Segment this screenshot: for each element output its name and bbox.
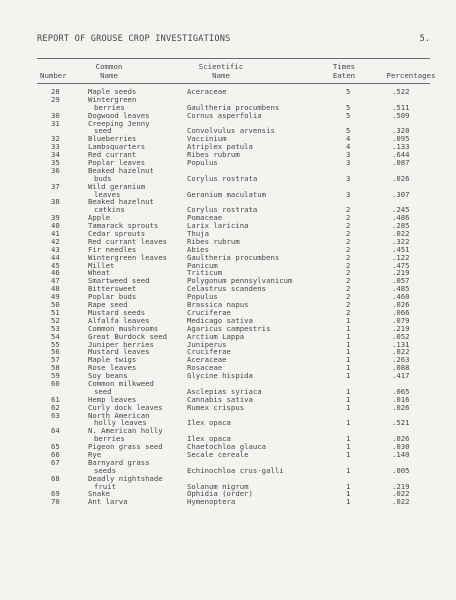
- row-number: 44: [51, 252, 60, 262]
- times-eaten-cell: 3: [346, 173, 351, 183]
- row-number: 54: [51, 331, 60, 341]
- scientific-name-cell: Ilex opaca: [187, 418, 231, 428]
- common-name-cell: fruit: [94, 481, 116, 491]
- times-eaten-cell: 2: [346, 292, 351, 302]
- row-number: 52: [51, 315, 60, 325]
- row-number: 67: [51, 457, 60, 467]
- times-eaten-cell: 2: [346, 213, 351, 223]
- common-name-cell: Hemp leaves: [88, 394, 137, 404]
- percentage-cell: .219: [392, 481, 410, 491]
- times-eaten-cell: 1: [346, 347, 351, 357]
- percentage-cell: .131: [392, 339, 410, 349]
- scientific-name-cell: Cruciferae: [187, 347, 231, 357]
- common-name-cell: catkins: [94, 205, 125, 215]
- times-eaten-cell: 2: [346, 205, 351, 215]
- times-eaten-cell: 1: [346, 315, 351, 325]
- scientific-name-cell: Chaetochloa glauca: [187, 442, 267, 452]
- row-number: 61: [51, 394, 60, 404]
- common-name-cell: buds: [94, 173, 112, 183]
- percentage-cell: .460: [392, 292, 410, 302]
- times-eaten-cell: 2: [346, 244, 351, 254]
- row-number: 35: [51, 158, 60, 168]
- times-eaten-cell: 4: [346, 142, 351, 152]
- scientific-name-cell: Agaricus campestris: [187, 323, 271, 333]
- row-number: 59: [51, 371, 60, 381]
- common-name-cell: Dogwood leaves: [88, 110, 150, 120]
- row-number: 29: [51, 94, 60, 104]
- common-name-cell: Mustard seeds: [88, 307, 146, 317]
- common-name-cell: Wild geranium: [88, 181, 146, 191]
- percentage-cell: .263: [392, 355, 410, 365]
- scientific-name-cell: Secale cereale: [187, 449, 249, 459]
- scientific-name-cell: Medicago sativa: [187, 315, 253, 325]
- row-number: 49: [51, 292, 60, 302]
- row-number: 51: [51, 307, 60, 317]
- percentage-cell: .219: [392, 323, 410, 333]
- scientific-name-cell: Echinochloa crus-galli: [187, 465, 284, 475]
- percentage-cell: .026: [392, 402, 410, 412]
- times-eaten-cell: 2: [346, 221, 351, 231]
- row-number: 30: [51, 110, 60, 120]
- scientific-name-cell: Ribes rubrum: [187, 236, 240, 246]
- common-name-cell: Rose leaves: [88, 363, 137, 373]
- scientific-name-cell: Celastrus scandens: [187, 284, 267, 294]
- times-eaten-cell: 1: [346, 434, 351, 444]
- percentage-cell: .451: [392, 244, 410, 254]
- common-name-cell: Wintergreen leaves: [88, 252, 168, 262]
- percentage-cell: .122: [392, 252, 410, 262]
- percentage-cell: .521: [392, 418, 410, 428]
- times-eaten-cell: 1: [346, 394, 351, 404]
- scientific-name-cell: Polygonum pennsylvanicum: [187, 276, 293, 286]
- row-number: 48: [51, 284, 60, 294]
- common-name-cell: Common mushrooms: [88, 323, 159, 333]
- scientific-name-cell: Corylus rostrata: [187, 173, 258, 183]
- common-name-cell: Red currant: [88, 150, 137, 160]
- scientific-name-cell: Rosaceae: [187, 363, 223, 373]
- common-name-cell: Alfalfa leaves: [88, 315, 150, 325]
- times-eaten-cell: 1: [346, 363, 351, 373]
- common-name-cell: Mustard leaves: [88, 347, 150, 357]
- times-eaten-cell: 1: [346, 355, 351, 365]
- scientific-name-cell: Populus: [187, 292, 218, 302]
- percentage-cell: .087: [392, 158, 410, 168]
- row-number: 66: [51, 449, 60, 459]
- percentage-cell: .307: [392, 189, 410, 199]
- scientific-name-cell: Juniperus: [187, 339, 227, 349]
- row-number: 33: [51, 142, 60, 152]
- times-eaten-cell: 2: [346, 229, 351, 239]
- row-number: 39: [51, 213, 60, 223]
- scientific-name-cell: Cannabis sativa: [187, 394, 253, 404]
- scientific-name-cell: Glycine hispida: [187, 371, 253, 381]
- common-name-cell: Curly dock leaves: [88, 402, 163, 412]
- times-eaten-cell: 5: [346, 102, 351, 112]
- times-eaten-cell: 2: [346, 252, 351, 262]
- column-header-number: Number: [40, 71, 67, 80]
- table-body: [37, 84, 430, 506]
- times-eaten-cell: 1: [346, 449, 351, 459]
- common-name-cell: Wheat: [88, 268, 110, 278]
- percentage-cell: .079: [392, 315, 410, 325]
- percentage-cell: .133: [392, 142, 410, 152]
- scientific-name-cell: Gaultheria procumbens: [187, 252, 280, 262]
- times-eaten-cell: 1: [346, 481, 351, 491]
- times-eaten-cell: 1: [346, 339, 351, 349]
- row-number: 38: [51, 197, 60, 207]
- column-header-percentages: Percentages: [386, 71, 436, 80]
- percentage-cell: .522: [392, 87, 410, 96]
- row-number: 28: [51, 87, 60, 96]
- percentage-cell: .322: [392, 236, 410, 246]
- times-eaten-cell: 1: [346, 418, 351, 428]
- row-number: 56: [51, 347, 60, 357]
- row-number: 46: [51, 268, 60, 278]
- row-number: 53: [51, 323, 60, 333]
- times-eaten-cell: 3: [346, 158, 351, 168]
- common-name-cell: holly leaves: [94, 418, 147, 428]
- common-name-cell: seed: [94, 386, 112, 396]
- row-number: 40: [51, 221, 60, 231]
- common-name-cell: Pigeon grass seed: [88, 442, 163, 452]
- row-number: 69: [51, 489, 60, 499]
- common-name-cell: Maple twigs: [88, 355, 137, 365]
- percentage-cell: .052: [392, 331, 410, 341]
- column-header-scientific-name: Scientific Name: [198, 62, 244, 80]
- common-name-cell: Bittersweet: [88, 284, 137, 294]
- times-eaten-cell: 3: [346, 189, 351, 199]
- times-eaten-cell: 1: [346, 386, 351, 396]
- scientific-name-cell: Convolvulus arvensis: [187, 126, 275, 136]
- scientific-name-cell: Populus: [187, 158, 218, 168]
- scientific-name-cell: Atriplex patula: [187, 142, 253, 152]
- percentage-cell: .030: [392, 442, 410, 452]
- percentage-cell: .066: [392, 307, 410, 317]
- scientific-name-cell: Larix laricina: [187, 221, 249, 231]
- common-name-cell: Snake: [88, 489, 110, 499]
- scientific-name-cell: Cruciferae: [187, 307, 231, 317]
- scientific-name-cell: Cornus asperfolia: [187, 110, 262, 120]
- scientific-name-cell: Ribes rubrum: [187, 150, 240, 160]
- times-eaten-cell: 3: [346, 150, 351, 160]
- times-eaten-cell: 5: [346, 126, 351, 136]
- times-eaten-cell: 5: [346, 87, 351, 96]
- common-name-cell: Wintergreen: [88, 94, 137, 104]
- row-number: 31: [51, 118, 60, 128]
- row-number: 68: [51, 473, 60, 483]
- scientific-name-cell: Rumex crispus: [187, 402, 245, 412]
- times-eaten-cell: 2: [346, 276, 351, 286]
- common-name-cell: berries: [94, 102, 125, 112]
- column-header-common-name: Common Name: [95, 62, 123, 80]
- row-number: 57: [51, 355, 60, 365]
- common-name-cell: Creeping Jenny: [88, 118, 150, 128]
- scientific-name-cell: Pomaceae: [187, 213, 223, 223]
- row-number: 55: [51, 339, 60, 349]
- common-name-cell: seed: [94, 126, 112, 136]
- row-number: 43: [51, 244, 60, 254]
- row-number: 41: [51, 229, 60, 239]
- row-number: 36: [51, 165, 60, 175]
- percentage-cell: .475: [392, 260, 410, 270]
- scientific-name-cell: Ilex opaca: [187, 434, 231, 444]
- times-eaten-cell: 2: [346, 300, 351, 310]
- times-eaten-cell: 1: [346, 489, 351, 499]
- times-eaten-cell: 1: [346, 497, 351, 507]
- times-eaten-cell: 1: [346, 331, 351, 341]
- row-number: 32: [51, 134, 60, 144]
- common-name-cell: Maple seeds: [88, 87, 137, 96]
- times-eaten-cell: 2: [346, 236, 351, 246]
- percentage-cell: .005: [392, 465, 410, 475]
- common-name-cell: Lambsquarters: [88, 142, 146, 152]
- scientific-name-cell: Ophidia (order): [187, 489, 253, 499]
- common-name-cell: N. American holly: [88, 426, 163, 436]
- scientific-name-cell: Arctium Lappa: [187, 331, 245, 341]
- percentage-cell: .511: [392, 102, 410, 112]
- percentage-cell: .245: [392, 205, 410, 215]
- percentage-cell: .065: [392, 386, 410, 396]
- common-name-cell: Rape seed: [88, 300, 128, 310]
- percentage-cell: .285: [392, 221, 410, 231]
- percentage-cell: .095: [392, 134, 410, 144]
- common-name-cell: leaves: [94, 189, 121, 199]
- times-eaten-cell: 5: [346, 110, 351, 120]
- percentage-cell: .644: [392, 150, 410, 160]
- times-eaten-cell: 2: [346, 307, 351, 317]
- percentage-cell: .022: [392, 229, 410, 239]
- row-number: 64: [51, 426, 60, 436]
- common-name-cell: Beaked hazelnut: [88, 165, 154, 175]
- common-name-cell: Deadly nightshade: [88, 473, 163, 483]
- common-name-cell: berries: [94, 434, 125, 444]
- times-eaten-cell: 1: [346, 371, 351, 381]
- row-number: 42: [51, 236, 60, 246]
- scientific-name-cell: Aceraceae: [187, 87, 227, 96]
- row-number: 62: [51, 402, 60, 412]
- times-eaten-cell: 1: [346, 465, 351, 475]
- common-name-cell: seeds: [94, 465, 116, 475]
- scientific-name-cell: Aceraceae: [187, 355, 227, 365]
- percentage-cell: .486: [392, 213, 410, 223]
- percentage-cell: .026: [392, 173, 410, 183]
- common-name-cell: Fir needles: [88, 244, 137, 254]
- row-number: 60: [51, 378, 60, 388]
- page-header: [37, 34, 430, 46]
- percentage-cell: .088: [392, 363, 410, 373]
- row-number: 45: [51, 260, 60, 270]
- percentage-cell: .057: [392, 276, 410, 286]
- times-eaten-cell: 2: [346, 284, 351, 294]
- percentage-cell: .022: [392, 347, 410, 357]
- common-name-cell: Smartweed seed: [88, 276, 150, 286]
- row-number: 65: [51, 442, 60, 452]
- scientific-name-cell: Asclepias syriaca: [187, 386, 262, 396]
- row-number: 70: [51, 497, 60, 507]
- percentage-cell: .219: [392, 268, 410, 278]
- table-row: [37, 498, 430, 506]
- common-name-cell: Tamarack sprouts: [88, 221, 159, 231]
- table-header-row: [37, 59, 436, 83]
- common-name-cell: Millet: [88, 260, 115, 270]
- row-number: 50: [51, 300, 60, 310]
- scientific-name-cell: Abies: [187, 244, 209, 254]
- common-name-cell: Blueberries: [88, 134, 137, 144]
- scientific-name-cell: Vaccinium: [187, 134, 227, 144]
- common-name-cell: Apple: [88, 213, 110, 223]
- percentage-cell: .016: [392, 394, 410, 404]
- times-eaten-cell: 2: [346, 260, 351, 270]
- page-number: 5.: [419, 34, 430, 44]
- times-eaten-cell: 1: [346, 323, 351, 333]
- times-eaten-cell: 1: [346, 402, 351, 412]
- column-header-times-eaten: Times Eaten: [332, 62, 356, 80]
- common-name-cell: Rye: [88, 449, 102, 459]
- times-eaten-cell: 2: [346, 268, 351, 278]
- percentage-cell: .485: [392, 284, 410, 294]
- common-name-cell: Barnyard grass: [88, 457, 150, 467]
- percentage-cell: .509: [392, 110, 410, 120]
- percentage-cell: .320: [392, 126, 410, 136]
- common-name-cell: Soy beans: [88, 371, 128, 381]
- row-number: 58: [51, 363, 60, 373]
- percentage-cell: .140: [392, 449, 410, 459]
- percentage-cell: .417: [392, 371, 410, 381]
- row-number: 47: [51, 276, 60, 286]
- row-number: 34: [51, 150, 60, 160]
- common-name-cell: Common milkweed: [88, 378, 154, 388]
- percentage-cell: .026: [392, 300, 410, 310]
- common-name-cell: Cedar sprouts: [88, 229, 146, 239]
- scientific-name-cell: Corylus rostrata: [187, 205, 258, 215]
- times-eaten-cell: 1: [346, 442, 351, 452]
- common-name-cell: Poplar leaves: [88, 158, 146, 168]
- scientific-name-cell: Brassica napus: [187, 300, 249, 310]
- scientific-name-cell: Thuja: [187, 229, 209, 239]
- times-eaten-cell: 4: [346, 134, 351, 144]
- scientific-name-cell: Geranium maculatum: [187, 189, 267, 199]
- row-number: 37: [51, 181, 60, 191]
- common-name-cell: Red currant leaves: [88, 236, 168, 246]
- common-name-cell: North American: [88, 410, 150, 420]
- common-name-cell: Poplar buds: [88, 292, 137, 302]
- common-name-cell: Great Burdock seed: [88, 331, 168, 341]
- common-name-cell: Ant larva: [88, 497, 128, 507]
- report-title: REPORT OF GROUSE CROP INVESTIGATIONS: [37, 34, 231, 44]
- percentage-cell: .022: [392, 497, 410, 507]
- percentage-cell: .022: [392, 489, 410, 499]
- scientific-name-cell: Hymenoptera: [187, 497, 236, 507]
- food-items-table: [37, 58, 436, 507]
- scientific-name-cell: Solanum nigrum: [187, 481, 249, 491]
- common-name-cell: Juniper berries: [88, 339, 154, 349]
- percentage-cell: .026: [392, 434, 410, 444]
- row-number: 63: [51, 410, 60, 420]
- scientific-name-cell: Triticum: [187, 268, 223, 278]
- scientific-name-cell: Panicum: [187, 260, 218, 270]
- common-name-cell: Beaked hazelnut: [88, 197, 154, 207]
- scientific-name-cell: Gaultheria procumbens: [187, 102, 280, 112]
